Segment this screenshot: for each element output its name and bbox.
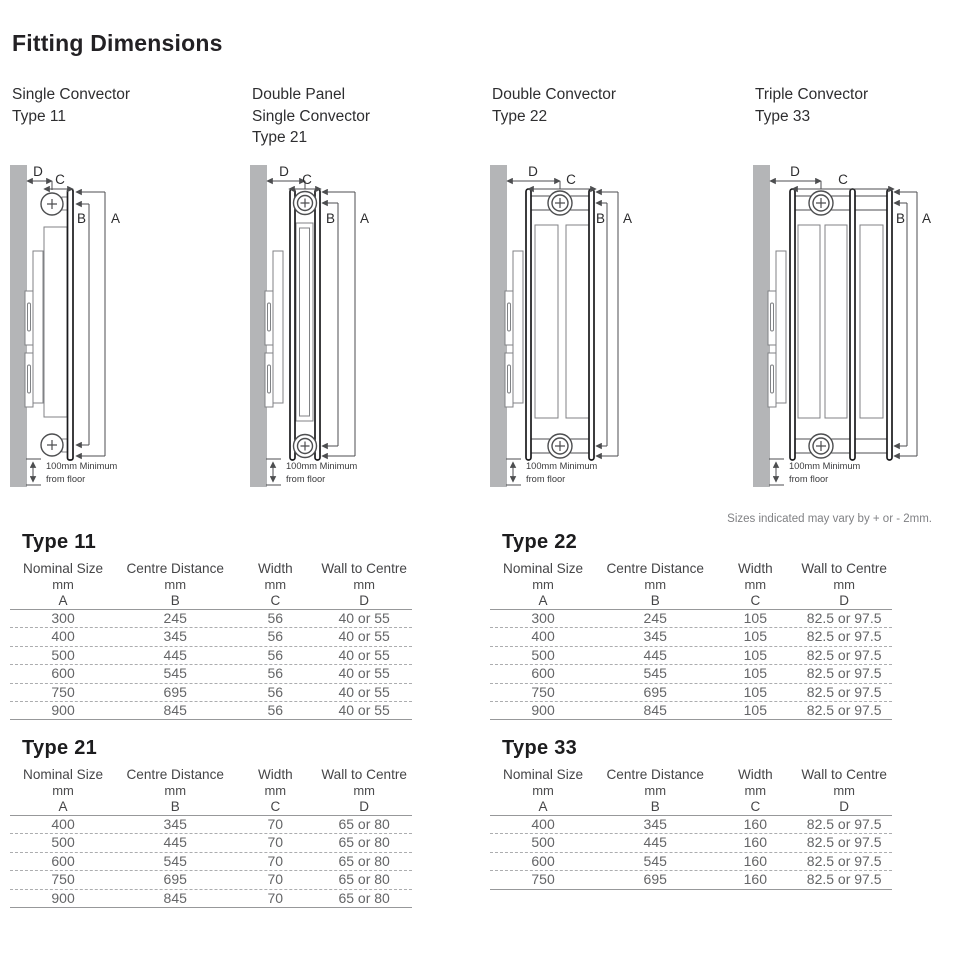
- table-cell: 845: [163, 701, 187, 718]
- radiator-panel: [790, 189, 795, 460]
- dimension-d-label: D: [528, 164, 538, 179]
- letter-label: B: [170, 592, 180, 608]
- table-cell: 345: [163, 628, 187, 645]
- column-header: Width: [257, 767, 293, 782]
- wall: [490, 165, 507, 487]
- variance-note: Sizes indicated may vary by + or - 2mm.: [727, 513, 932, 525]
- column-header: Nominal Size: [23, 561, 104, 576]
- unit-label: mm: [644, 577, 667, 592]
- unit-label: mm: [264, 783, 287, 798]
- unit-label: mm: [264, 577, 287, 592]
- table-cell: 160: [743, 852, 767, 869]
- unit-label: mm: [52, 783, 74, 798]
- table-cell: 545: [643, 852, 667, 869]
- table-title: Type 22: [502, 531, 578, 553]
- table-row: [10, 852, 412, 870]
- dimension-a-label: A: [623, 211, 633, 226]
- table-cell: 160: [743, 816, 767, 832]
- heading-line: Double Convector: [492, 86, 617, 103]
- table-cell: 845: [643, 701, 667, 718]
- table-cell: 82.5 or 97.5: [806, 852, 882, 869]
- floor-note-line1: 100mm Minimum: [286, 461, 358, 471]
- table-cell: 56: [267, 646, 284, 663]
- table-cell: 70: [267, 871, 284, 888]
- wall-bracket: [273, 251, 283, 403]
- table-cell: 82.5 or 97.5: [806, 628, 882, 645]
- dimension-c-label: C: [302, 172, 312, 187]
- table-cell: 105: [743, 665, 767, 682]
- heading-type-11: [12, 84, 130, 127]
- bracket-slot: [508, 303, 511, 331]
- table-cell: 600: [51, 852, 75, 869]
- table-cell: 82.5 or 97.5: [806, 646, 882, 663]
- letter-label: C: [750, 592, 761, 608]
- dimension-a-bracket: [76, 192, 105, 456]
- floor-note-line1: 100mm Minimum: [789, 461, 861, 471]
- column-header: Width: [257, 561, 293, 576]
- table-header-row: [490, 561, 892, 577]
- table-header-row: [10, 767, 412, 783]
- table-cell: 400: [531, 628, 555, 645]
- letter-label: D: [839, 798, 850, 814]
- dimension-a-label: A: [111, 211, 121, 226]
- table-row: [490, 627, 892, 645]
- heading-type-22: [492, 84, 616, 127]
- table-cell: 750: [51, 871, 75, 888]
- table-cell: 40 or 55: [338, 646, 390, 663]
- radiator-panel: [68, 189, 74, 460]
- table-row: [10, 833, 412, 851]
- letter-label: D: [839, 592, 850, 608]
- letter-label: B: [650, 798, 660, 814]
- type-11-diagram: [10, 163, 210, 498]
- column-header: Nominal Size: [503, 561, 584, 576]
- table-cell: 82.5 or 97.5: [806, 683, 882, 700]
- convector-fin: [860, 225, 883, 418]
- valve-icon: [41, 434, 63, 456]
- table-letters-row: [490, 593, 892, 610]
- valve-icon: [548, 191, 572, 215]
- bracket-slot: [268, 303, 271, 331]
- dimension-b-bracket: [76, 204, 89, 445]
- table-cell: 300: [531, 610, 555, 626]
- table-cell: 750: [531, 871, 555, 888]
- table-cell: 400: [51, 816, 75, 832]
- bracket-slot: [28, 365, 31, 393]
- table-cell: 105: [743, 610, 767, 626]
- table-cell: 40 or 55: [338, 665, 390, 682]
- table-cell: 70: [267, 889, 284, 906]
- table-cell: 695: [643, 871, 667, 888]
- bracket-slot: [508, 365, 511, 393]
- wall: [753, 165, 770, 487]
- table-cell: 105: [743, 683, 767, 700]
- table-cell: 56: [267, 683, 284, 700]
- heading-line: Type 11: [12, 107, 67, 125]
- dimension-b-label: B: [895, 211, 905, 226]
- floor-dimension-bracket: [769, 459, 784, 485]
- table-cell: 65 or 80: [338, 816, 390, 832]
- table-cell: 345: [643, 628, 667, 645]
- table-units-row: [490, 783, 892, 799]
- column-header: Wall to Centre: [801, 767, 887, 782]
- unit-label: mm: [164, 783, 187, 798]
- table-cell: 345: [643, 816, 667, 832]
- unit-label: mm: [532, 577, 554, 592]
- floor-note-line2: from floor: [286, 474, 326, 484]
- table-row: [10, 627, 412, 645]
- convector-fin: [798, 225, 820, 418]
- dimension-a-label: A: [360, 211, 370, 226]
- column-header: Centre Distance: [126, 561, 224, 576]
- bracket-slot: [771, 303, 774, 331]
- floor-dimension-bracket: [26, 459, 41, 485]
- table-cell: 845: [163, 889, 187, 906]
- table-row: [10, 664, 412, 682]
- table-row: [10, 870, 412, 888]
- dimension-b-label: B: [76, 211, 86, 226]
- table-header-row: [490, 767, 892, 783]
- letter-label: A: [58, 592, 68, 608]
- type-33-table: [490, 737, 892, 890]
- dimension-a-label: A: [922, 211, 932, 226]
- table-body: [490, 609, 892, 720]
- table-cell: 545: [643, 665, 667, 682]
- table-cell: 82.5 or 97.5: [806, 665, 882, 682]
- table-cell: 65 or 80: [338, 889, 390, 906]
- dimension-b-label: B: [595, 211, 605, 226]
- letter-label: A: [538, 798, 548, 814]
- column-header: Centre Distance: [606, 767, 704, 782]
- table-cell: 105: [743, 646, 767, 663]
- table-cell: 82.5 or 97.5: [806, 871, 882, 888]
- unit-label: mm: [532, 783, 554, 798]
- dimension-b-bracket: [596, 203, 607, 446]
- valve-icon: [294, 192, 317, 215]
- unit-label: mm: [164, 577, 187, 592]
- radiator-panel: [589, 189, 594, 460]
- table-row: [10, 646, 412, 664]
- type-22-table: [490, 531, 892, 720]
- table-cell: 500: [531, 834, 555, 851]
- floor-note-line2: from floor: [46, 474, 86, 484]
- table-cell: 400: [531, 816, 555, 832]
- heading-line: Double Panel: [252, 86, 346, 103]
- table-row: [490, 610, 892, 627]
- floor-note-line1: 100mm Minimum: [526, 461, 598, 471]
- table-cell: 56: [267, 665, 284, 682]
- letter-label: B: [170, 798, 180, 814]
- table-cell: 695: [643, 683, 667, 700]
- valve-icon: [41, 193, 63, 215]
- radiator-panel: [887, 189, 892, 460]
- unit-label: mm: [644, 783, 667, 798]
- table-cell: 70: [267, 852, 284, 869]
- letter-label: A: [538, 592, 548, 608]
- floor-dimension-bracket: [506, 459, 521, 485]
- letter-label: A: [58, 798, 68, 814]
- table-body: [10, 815, 412, 908]
- table-cell: 160: [743, 834, 767, 851]
- wall-bracket: [776, 251, 786, 403]
- table-letters-row: [10, 799, 412, 816]
- radiator-panel: [850, 189, 855, 460]
- column-header: Wall to Centre: [321, 561, 407, 576]
- bracket-slot: [28, 303, 31, 331]
- table-cell: 750: [51, 683, 75, 700]
- table-cell: 65 or 80: [338, 852, 390, 869]
- table-cell: 40 or 55: [338, 610, 390, 626]
- dimension-c-label: C: [55, 172, 65, 187]
- wall: [10, 165, 27, 487]
- floor-dimension-bracket: [266, 459, 281, 485]
- table-cell: 56: [267, 701, 284, 718]
- table-cell: 40 or 55: [338, 701, 390, 718]
- table-cell: 900: [531, 701, 555, 718]
- table-units-row: [10, 783, 412, 799]
- table-cell: 400: [51, 628, 75, 645]
- wall: [250, 165, 267, 487]
- table-cell: 500: [51, 834, 75, 851]
- table-cell: 160: [743, 871, 767, 888]
- type-33-diagram: [753, 163, 953, 498]
- letter-label: C: [750, 798, 761, 814]
- table-row: [10, 610, 412, 627]
- table-cell: 900: [51, 701, 75, 718]
- table-cell: 445: [643, 646, 667, 663]
- dimension-c-label: C: [566, 172, 576, 187]
- table-cell: 900: [51, 889, 75, 906]
- table-row: [490, 852, 892, 870]
- type-22-diagram: [490, 163, 690, 498]
- valve-icon: [809, 434, 833, 458]
- table-row: [490, 870, 892, 888]
- column-header: Wall to Centre: [801, 561, 887, 576]
- type-11-table: [10, 531, 412, 720]
- table-letters-row: [490, 799, 892, 816]
- table-cell: 445: [163, 834, 187, 851]
- radiator-panel: [526, 189, 531, 460]
- convector-fin: [44, 227, 67, 417]
- table-cell: 545: [163, 852, 187, 869]
- table-cell: 600: [51, 665, 75, 682]
- table-cell: 245: [163, 610, 187, 626]
- letter-label: D: [359, 798, 370, 814]
- table-body: [490, 815, 892, 890]
- table-units-row: [10, 577, 412, 593]
- table-cell: 105: [743, 628, 767, 645]
- letter-label: C: [270, 798, 281, 814]
- column-header: Width: [737, 561, 773, 576]
- table-cell: 65 or 80: [338, 834, 390, 851]
- heading-line: Type 33: [755, 107, 811, 125]
- table-cell: 600: [531, 852, 555, 869]
- table-cell: 65 or 80: [338, 871, 390, 888]
- heading-line: Triple Convector: [755, 86, 869, 103]
- table-cell: 105: [743, 701, 767, 718]
- dimension-b-bracket: [322, 203, 338, 446]
- table-title: Type 33: [502, 737, 578, 759]
- table-row: [490, 816, 892, 833]
- table-row: [10, 889, 412, 907]
- table-row: [490, 833, 892, 851]
- radiator-panel: [315, 189, 320, 460]
- table-row: [490, 683, 892, 701]
- unit-label: mm: [833, 577, 855, 592]
- letter-label: C: [270, 592, 281, 608]
- unit-label: mm: [52, 577, 74, 592]
- valve-icon: [294, 435, 317, 458]
- table-title: Type 21: [22, 737, 98, 759]
- table-body: [10, 609, 412, 720]
- table-row: [10, 683, 412, 701]
- floor-note-line2: from floor: [526, 474, 566, 484]
- table-row: [490, 701, 892, 719]
- dimension-d-label: D: [790, 164, 800, 179]
- table-letters-row: [10, 593, 412, 610]
- table-title: Type 11: [22, 531, 96, 553]
- heading-line: Type 21: [252, 129, 308, 146]
- table-row: [10, 816, 412, 833]
- table-cell: 545: [163, 665, 187, 682]
- table-cell: 245: [643, 610, 667, 626]
- table-cell: 82.5 or 97.5: [806, 834, 882, 851]
- dimension-a-bracket: [894, 192, 917, 456]
- table-cell: 40 or 55: [338, 628, 390, 645]
- floor-note-line1: 100mm Minimum: [46, 461, 118, 471]
- table-cell: 56: [267, 628, 284, 645]
- table-cell: 445: [163, 646, 187, 663]
- table-header-row: [10, 561, 412, 577]
- letter-label: B: [650, 592, 660, 608]
- column-header: Centre Distance: [126, 767, 224, 782]
- table-cell: 82.5 or 97.5: [806, 701, 882, 718]
- table-cell: 445: [643, 834, 667, 851]
- table-cell: 750: [531, 683, 555, 700]
- unit-label: mm: [744, 783, 767, 798]
- wall-bracket: [513, 251, 523, 403]
- table-cell: 600: [531, 665, 555, 682]
- page-title: Fitting Dimensions: [12, 30, 223, 56]
- type-21-diagram: [250, 163, 450, 498]
- dimension-d-label: D: [33, 164, 43, 179]
- convector-fin: [535, 225, 558, 418]
- heading-line: Single Convector: [252, 107, 371, 125]
- table-cell: 695: [163, 683, 187, 700]
- unit-label: mm: [353, 783, 375, 798]
- wall-bracket: [33, 251, 43, 403]
- valve-icon: [809, 191, 833, 215]
- dimension-c-label: C: [838, 172, 848, 187]
- dimension-b-label: B: [325, 211, 335, 226]
- table-row: [490, 646, 892, 664]
- table-cell: 70: [267, 834, 284, 851]
- valve-icon: [548, 434, 572, 458]
- table-cell: 695: [163, 871, 187, 888]
- column-header: Nominal Size: [23, 767, 104, 782]
- type-21-table: [10, 737, 412, 908]
- letter-label: D: [359, 592, 370, 608]
- unit-label: mm: [353, 577, 375, 592]
- table-cell: 56: [267, 610, 284, 626]
- table-row: [10, 701, 412, 719]
- convector-fin: [825, 225, 847, 418]
- unit-label: mm: [744, 577, 767, 592]
- dimension-d-label: D: [279, 164, 289, 179]
- heading-line: Type 22: [492, 107, 548, 125]
- column-header: Wall to Centre: [321, 767, 407, 782]
- convector-fin-inner: [300, 228, 310, 416]
- heading-type-33: [755, 84, 868, 127]
- table-cell: 82.5 or 97.5: [806, 610, 882, 626]
- heading-type-21: [252, 84, 370, 149]
- table-cell: 70: [267, 816, 284, 832]
- column-header: Nominal Size: [503, 767, 584, 782]
- radiator-panel: [290, 189, 295, 460]
- bracket-slot: [268, 365, 271, 393]
- column-header: Centre Distance: [606, 561, 704, 576]
- dimension-b-bracket: [894, 203, 907, 446]
- table-units-row: [490, 577, 892, 593]
- unit-label: mm: [833, 783, 855, 798]
- convector-fin: [566, 225, 589, 418]
- table-cell: 40 or 55: [338, 683, 390, 700]
- table-row: [490, 664, 892, 682]
- floor-note-line2: from floor: [789, 474, 829, 484]
- table-cell: 300: [51, 610, 75, 626]
- table-cell: 500: [531, 646, 555, 663]
- table-cell: 500: [51, 646, 75, 663]
- bracket-slot: [771, 365, 774, 393]
- table-cell: 82.5 or 97.5: [806, 816, 882, 832]
- table-cell: 345: [163, 816, 187, 832]
- column-header: Width: [737, 767, 773, 782]
- heading-line: Single Convector: [12, 86, 131, 103]
